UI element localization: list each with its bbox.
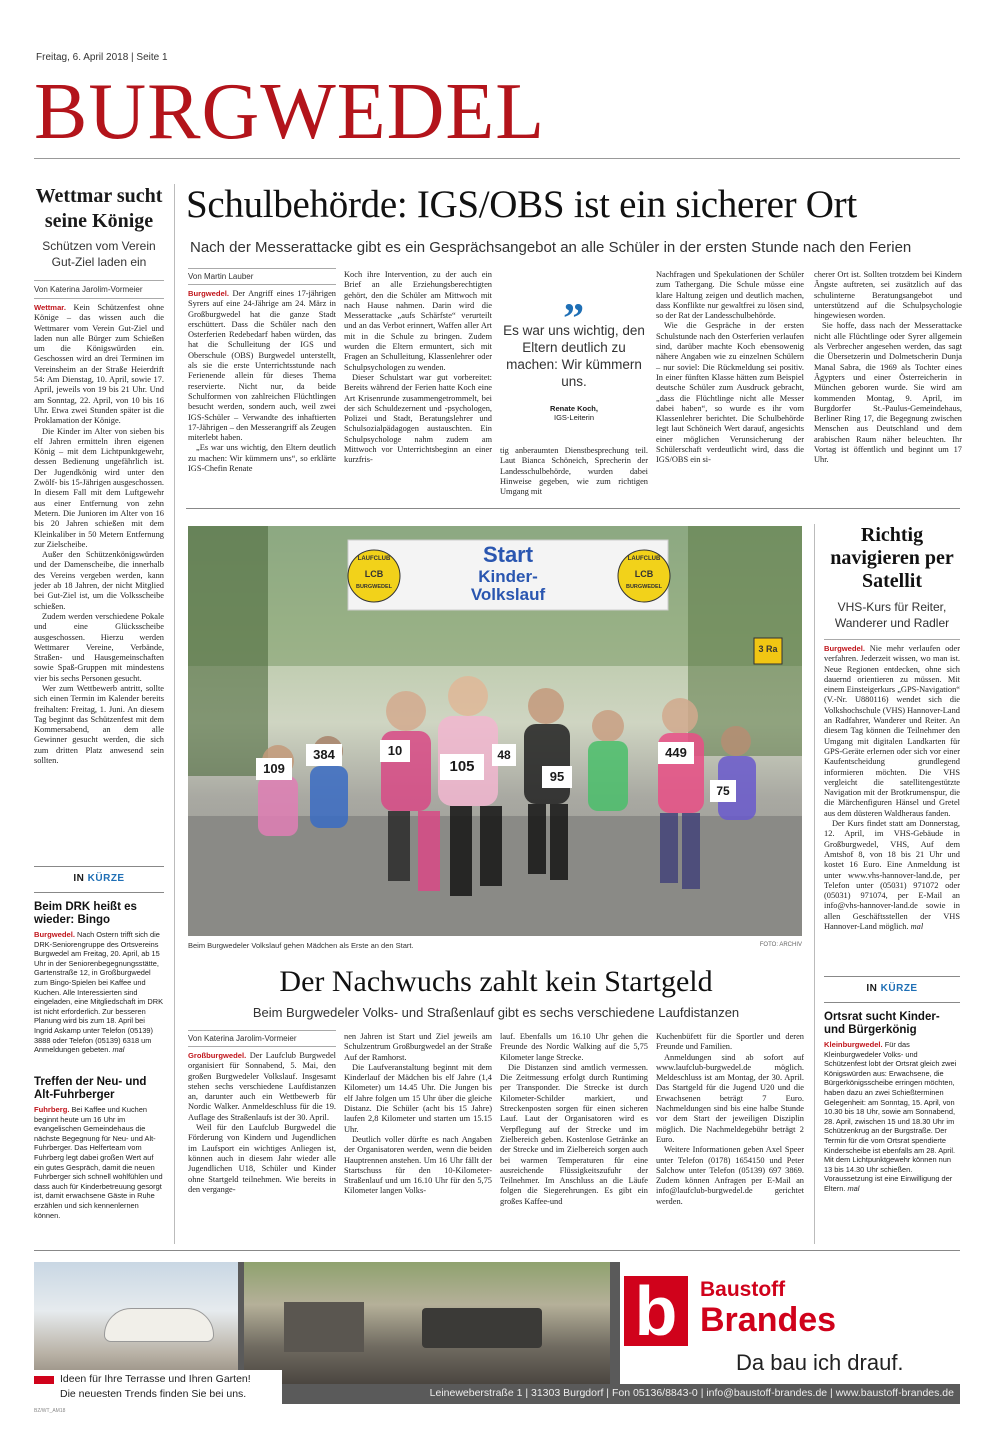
in-kurze-label-right: IN KÜRZE [866, 983, 918, 994]
pull-quote [500, 274, 648, 440]
photo-caption: Beim Burgwedeler Volkslauf gehen Mädchen als Erste an den Start. [188, 941, 414, 950]
ad-address: Leineweberstraße 1 | 31303 Burgdorf | Fon 05136/8843-0 | info@baustoff-brandes.de | www.baustoff-brandes.de [429, 1387, 954, 1399]
dateline: Freitag, 6. April 2018 | Seite 1 [36, 52, 168, 63]
badge-right-mid: LCB [634, 569, 654, 579]
left-story-p4: Zudem werden verschiedene Pokale und eine Glücksscheibe ausgeschossen. Hierzu werden Wettmarer Vereine, Verbände, Straßen- und Hausgemeinschaften sowie Spaß-Gruppen mit mindestens vier bis sechs Personen gesucht. [34, 611, 164, 683]
badge-left-mid: LCB [364, 569, 384, 579]
bib-6: 95 [542, 766, 572, 788]
brief-drk-title: Beim DRK heißt es wieder: Bingo [34, 901, 137, 926]
badge-left-top: LAUFCLUB [357, 556, 391, 562]
badge-right-top: LAUFCLUB [627, 556, 661, 562]
quote-author: Renate Koch, [550, 404, 598, 413]
ad-photo-lounger [34, 1262, 238, 1384]
main-col1: Von Martin Lauber Burgwedel. Der Angriff eines 17-jährigen Syrers auf eine 24-Jährige am 24. März in Großburgwedel hat die ganze Stadt erschüttert. Dass die Schüler nach den Osterferien Redebedarf haben würden, das hat die Schulleitung der IGS und Oberschule (OBS) Burgwedel unterstellt, als sie die erste Unterrichtsstunde nach Ferienende allein für dieses Thema reservierte. Nicht nur, da beide Schulformen von zahlreichen Flüchtlingen besucht werden, sondern auch, weil zwei IGS-Schüler – Verwandte des inhaftierten 17-Jährigen – den Messerangriff als Zeugen miterlebt haben. „Es war uns wichtig, den Eltern deutlich zu machen: Wir kümmern uns“, so erklärte IGS-Chefin Renate [188, 268, 336, 501]
left-story-p3: Außer den Schützenkönigswürden und der Damenscheibe, die innerhalb des Vereins vergeben werden, kann jeder ab 18 Jahren, der nicht Mitglied bei Gut-Ziel ist, um die Volksscheibe schießen. [34, 550, 164, 611]
bib-3: 10 [380, 740, 410, 762]
main-col2: Koch ihre Intervention, zu der auch ein Brief an alle Erziehungsberechtigten gehört, den die Schüler am Mittwoch mit nach Hause nahmen. Darin wird die Messerattacke „aufs Schärfste“ verurteilt und an das Verbot erinnert, Waffen aller Art mit in die Schule zu bringen. Zudem wurden die Eltern ermuntert, sich mit Fragen an Schulleitung, Klassenlehrer oder Schulpsychologen zu wenden. Dieser Schulstart war gut vorbereitet: Bereits während der Ferien hatte Koch eine Art Krisenrunde zusammengetrommelt, bei der sich Schuldezernent und -psychologen, Polizei und Stadt, Beratungslehrer und Schulsozialpädagogen austauschten. Ein Schulpsychologe nahm zudem am Mittwoch vor Unterrichtsbeginn an einer kurzfris- [344, 270, 492, 465]
left-in-kurze [34, 866, 164, 1220]
ad-slogan: Da bau ich drauf. [736, 1350, 904, 1375]
banner-line3: Volkslauf [470, 585, 546, 604]
main-byline: Von Martin Lauber [188, 272, 254, 281]
brief-ortsrat-title: Ortsrat sucht Kinder- und Bürgerkönig [824, 1011, 940, 1036]
main-col4: Nachfragen und Spekulationen der Schüler zum Tathergang. Die Schule müsse eine klare Haltung zeigen und deutlich machen, dass Konflikte nur gewaltfrei zu lösen sind, so der Rat der Landesschulbehörde. Wie die Gespräche in der ersten Schulstunde nach den Osterferien verlaufen sind, darüber machte Koch ebensowenig nähere Angaben wie zu einzelnen Schülern – nur soviel: Die Rückmeldung sei positiv. In einer fünften Klasse hätten zum Beispiel deutsche Schüler zum Ausdruck gebracht, „dass die Flüchtlinge nicht alle Messer dabei haben“, so wurde es ihr vom Klassenlehrer berichtet. Die Schulbehörde legt laut Schöneich Wert darauf, angesichts einer möglichen Verunsicherung der Schülerschaft verdeutlicht wird, dass die IGS/OBS ein si- [656, 270, 804, 465]
bib-4: 105 [440, 754, 484, 780]
left-story-subhead: Schützen vom Verein Gut-Ziel laden ein [42, 239, 156, 269]
bottom-col3: lauf. Ebenfalls um 16.10 Uhr gehen die Freunde des Nordic Walking auf die 5,75 Kilometer lange Strecke. Die Distanzen sind amtlich vermessen. Die Zeitmessung erfolgt durch Runtiming per Transponder. Die Strecke ist durch Kilometer-Schilder markiert, und Streckenposten sorgen für einen sicheren Lauf. Laut der Organisatoren wird es Verpflegung auf der Strecke und im Zielbereich geben. Kostenlose Getränke an der Strecke und im Zielbereich sorgen auch bei warmen Temperaturen für eine ausreichende Flüssigkeitszufuhr der Teilnehmer. Im Anschluss an die Läufe folgen die Siegerehrungen. Es gibt ein großes Kaffee-und [500, 1032, 648, 1206]
left-column-divider [174, 184, 175, 1244]
main-col5: cherer Ort ist. Sollten trotzdem bei Kindern Ängste auftreten, sei zusätzlich auf das schulinterne Beratungsangebot und unterstützend auf die Schulpsychologie hingewiesen worden. Sie hoffe, dass nach der Messerattacke nicht alle Flüchtlinge oder Syrer allgemein als Verbrecher angesehen werden, das sagt die Übersetzerin und Dolmetscherin Dunja Manal Sabra, die 1969 als Tochter eines Ägypters und einer Österreicherin in München geboren wurde. Sie wird am kommenden Montag, 9. April, im Burgdorfer St.-Paulus-Gemeindehaus, Berliner Ring 17, die Begegnung zwischen Menschen aus Deutschland und dem arabischen Raum näher beleuchten. Ihr Vortag ist öffentlich und beginnt um 17 Uhr. [814, 270, 962, 465]
ad-brand-panel [620, 1262, 960, 1384]
bottom-headline: Der Nachwuchs zahlt kein Startgeld [279, 965, 713, 998]
main-subhead: Nach der Messerattacke gibt es ein Gesprächsangebot an alle Schüler in der ersten Stunde nach den Ferien [190, 239, 912, 256]
brief-fuhrberg-title: Treffen der Neu- und Alt-Fuhrberger [34, 1076, 147, 1101]
ad-brand1: Baustoff [700, 1278, 786, 1301]
bottom-subhead: Beim Burgwedeler Volks- und Straßenlauf gibt es sechs verschiedene Laufdistanzen [252, 1005, 740, 1020]
ad-tagline-box [34, 1370, 282, 1404]
brief-ortsrat-body: Kleinburgwedel. Für das Kleinburgwedeler Volks- und Schützenfest lobt der Ortsrat gleich zwei Königswürden aus: Erwachsene, die Bürgerkönigsscheibe erringen möchten, haben dazu an zwei Schießterminen Gelegenheit: am Sonntag, 15. April, von 10.30 bis 18 Uhr, sowie am Sonnabend, 28. April, zwischen 15 und 18.30 Uhr im Schützenkrug an der Burgstraße. Der Termin für die vom Ortsrat spendierte Kinderscheibe ist ebenfalls am 28. April. Mit dem Lichtpunktgewehr können nun 13 bis 14.30 Uhr schießen. Voraussetzung ist eine Einwilligung der Eltern. mal [824, 1040, 957, 1193]
right-column-divider [814, 524, 815, 1244]
brief-fuhrberg-body: Fuhrberg. Bei Kaffee und Kuchen beginnt heute um 16 Uhr im evangelischen Gemeindehaus die nächste Begegnung für Neu- und Alt-Fuhrberger. Das Helferteam vom Fuhrberg legt dabei großen Wert auf ein gutes Gespräch, damit die neuen Fuhrberger sich schnell wohlfühlen und dass auch für Kinderbetreuung gesorgt ist, damit erwachsene Gäste in Ruhe erzählen und sich kennenlernen können. [34, 1105, 163, 1220]
ad-tagline1: Ideen für Ihre Terrasse und Ihren Garten! [60, 1373, 251, 1385]
ad-tagline2: Die neuesten Trends finden Sie bei uns. [60, 1388, 247, 1400]
header-rule [34, 158, 960, 159]
right-story-headline: Richtig navigieren per Satellit [830, 524, 954, 592]
right-in-kurze [824, 976, 960, 1200]
left-story [34, 184, 164, 823]
left-story-body [34, 303, 164, 823]
ad-photo-terrace [244, 1262, 610, 1384]
ad-banner [34, 1262, 960, 1404]
quote-role: IGS-Leiterin [553, 413, 595, 422]
badge-right-bottom: BURGWEDEL [625, 584, 663, 590]
banner-line2: Kinder- [478, 567, 538, 586]
brandes-logo-icon: b [624, 1276, 688, 1346]
main-col3: tig anberaumten Dienstbesprechung teil. Laut Bianca Schöneich, Sprecherin der Landesschulbehörde, wurden dabei Hinweise gegeben, wie zum richtigen Umgang mit [500, 446, 648, 497]
masthead: BURGWEDEL [34, 68, 546, 156]
race-photo [188, 526, 802, 936]
bottom-col1: Von Katerina Jarolim-Vormeier Großburgwedel. Der Laufclub Burgwedel organisiert für Sonnabend, 5. Mai, den großen Burgwedeler Volkslauf. Insgesamt stehen sechs verschiedene Laufdistanzen an, darunter auch ein Wettbewerb für Nordic Walker. Anmeldeschluss für die 19. Auflage des Straßenlaufs ist der 30. April. Weil für den Laufclub Burgwedel die Förderung von Kindern und Jugendlichen im Laufsport ein wichtiges Anliegen ist, können auch in diesem Jahr wieder alle Jugendlichen U18, Schüler und Kinder ohne Startgeld teilnehmen. Wie bereits in den vergange- [188, 1030, 336, 1235]
right-story [824, 524, 960, 954]
quote-text: Es war uns wichtig, den Eltern deutlich zu machen: Wir kümmern uns. [503, 323, 645, 389]
quote-mark-icon: „ [563, 274, 585, 320]
brief-drk-body: Burgwedel. Nach Ostern trifft sich die DRK-Seniorengruppe des Ortsvereins Burgwedel am Freitag, 20. April, ab 15 Uhr in der Seniorenbegegnungsstätte, Gartenstraße 12, in Großburgwedel zum Bingo-Spielen bei Kaffee und Kuchen. Alle Interessierten sind eingeladen, eine Mitgliedschaft im DRK ist nicht erforderlich. Zur besseren Planung wird bis zum 18. April bei Ingrid Askamp unter Telefon (05139) 3888 oder Telefon (05139) 6318 um Anmeldungen gebeten. mal [34, 930, 163, 1055]
bib-1: 109 [256, 758, 292, 780]
in-kurze-label-left: IN KÜRZE [73, 873, 125, 884]
bib-7: 449 [658, 742, 694, 764]
bib-5: 48 [492, 744, 516, 766]
right-story-subhead: VHS-Kurs für Reiter, Wanderer und Radler [834, 600, 950, 630]
bottom-col4: Kuchenbüfett für die Sportler und deren Freunde und Familien. Anmeldungen sind ab sofort auf www.laufclub-burgwedel.de möglich. Meldeschluss ist am Montag, der 30. April. Das Startgeld für die Jugend U20 und die Erwachsenen beträgt 7 Euro. Nachmeldungen sind bis eine halbe Stunde vor dem Start der jeweiligen Disziplin möglich. Die Nachmeldegebühr beträgt 2 Euro. Weitere Informationen geben Axel Speer unter Telefon (0178) 1654150 und Peter Salchow unter Telefon (05139) 697 3869. Zudem können Anfragen per E-Mail an info@laufclub-burgwedel.de gerichtet werden. [656, 1032, 804, 1206]
bib-2: 384 [306, 744, 342, 766]
bottom-col2: nen Jahren ist Start und Ziel jeweils am Schulzentrum Großburgwedel an der Straße Auf der Ramhorst. Die Laufveranstaltung beginnt mit dem Kinderlauf der Mädchen bis elf Jahre (1,4 Kilometer) um 14.45 Uhr. Die Jungen bis elf Jahre folgen um 15 Uhr über die gleiche Distanz. Die Schüler (acht bis 15 Jahre) laufen 2,8 Kilometer und starten um 15.15 Uhr. Deutlich voller dürfte es nach Angaben der Organisatoren werden, wenn die beiden Hauptrennen anstehen. Um 16 Uhr fällt der Startschuss für den 10-Kilometer-Straßenlauf und um 16.10 Uhr für den 5,75 Kilometer langen Volks- [344, 1032, 492, 1196]
ad-brand2: Brandes [700, 1301, 837, 1339]
left-story-p2: Die Kinder im Alter von sieben bis elf Jahren ermitteln ihren eigenen König – mit dem Lichtpunktgewehr, dessen Bedienung ungefährlich ist. Der Jugendkönig wird unter den Zwölf- bis 15-Jährigen ausgeschossen. In diesem Fall mit dem Luftgewehr aus einer Entfernung von zehn Metern. Die Junioren im Alter von 16 bis 20 Jahren schießen mit dem Kleinkaliber in 50 Metern Entfernung zur Zielscheibe. [34, 426, 164, 549]
left-story-dateline: Wettmar. [34, 303, 66, 312]
photo-sign: 3 Ra [758, 644, 778, 654]
left-story-p1: Kein Schützenfest ohne Könige – das wissen auch die Wettmarer vom Verein Gut-Ziel und laden nun alle Bürger zum Schießen um die Königswürden ein. Geschossen wird an drei Terminen im Vereinsheim an der Straße Heierdrift 54: Am Dienstag, 10. April, sowie 17. April, jeweils von 19 bis 21 Uhr. Und am Sonntag, 22. April, von 10 bis 16 Uhr. Etwa zwei Stunden später ist die Proklamation der Könige. [34, 303, 165, 426]
left-story-headline: Wettmar sucht seine Könige [35, 185, 163, 232]
badge-left-bottom: BURGWEDEL [355, 584, 393, 590]
left-story-p5: Wer zum Wettbewerb antritt, sollte sich einen Termin im Kalender bereits freihalten: Freitag, 1. Juni. An diesem Tag beginnt das Schützenfest mit dem Kommersabend, an dem alle Gewinner gesucht werden, die sich zum dritten Platz anwesend sein sollten. [34, 683, 164, 766]
main-story-rule [186, 508, 960, 509]
photo-credit: FOTO: ARCHIV [759, 942, 802, 948]
right-story-body: Burgwedel. Nie mehr verlaufen oder verfahren. Jederzeit wissen, wo man ist. Neue Regionen entdecken, ohne sich dauernd orientieren zu müssen. Mit einem Einsteigerkurs „GPS-Navigation“ (V.-Nr. U880116) wendet sich die Volkshochschule (VHS) Hannover-Land an Radfahrer, Wanderer und Reiter. An diesem Tag können die Teilnehmer den Umgang mit digitalen Landkarten für GPS-Geräte erlernen oder sich vor einer Kaufentscheidung grundlegend informieren möchten. Die VHS vergleicht die satellitengestützte Navigation mit der Brotkrumenspur, die die Märchenfiguren Hänsel und Gretel aus dem düsteren Waldheraus fanden. Der Kurs findet statt am Donnerstag, 12. April, im VHS-Gebäude in Großburgwedel, VHS, Auf dem Amtshof 8, von 18 bis 21 Uhr und kostet 16 Euro. Eine Anmeldung ist unter www.vhs-hannover-land.de, per Telefon unter (05031) 971072 oder (05031) 971074, per E-Mail an info@vhs-hannover-land.de sowie in allen Geschäftsstellen der VHS Hannover-Land möglich. mal [824, 644, 960, 932]
footer-code: BZ/WT_AM18 [34, 1408, 66, 1414]
bib-8: 75 [710, 780, 736, 802]
left-story-byline: Von Katerina Jarolim-Vormeier [34, 285, 143, 294]
bottom-byline: Von Katerina Jarolim-Vormeier [188, 1034, 297, 1043]
banner-start: Start [482, 542, 534, 567]
main-headline: Schulbehörde: IGS/OBS ist ein sicherer Ort [186, 183, 857, 226]
ad-top-rule [34, 1250, 960, 1251]
